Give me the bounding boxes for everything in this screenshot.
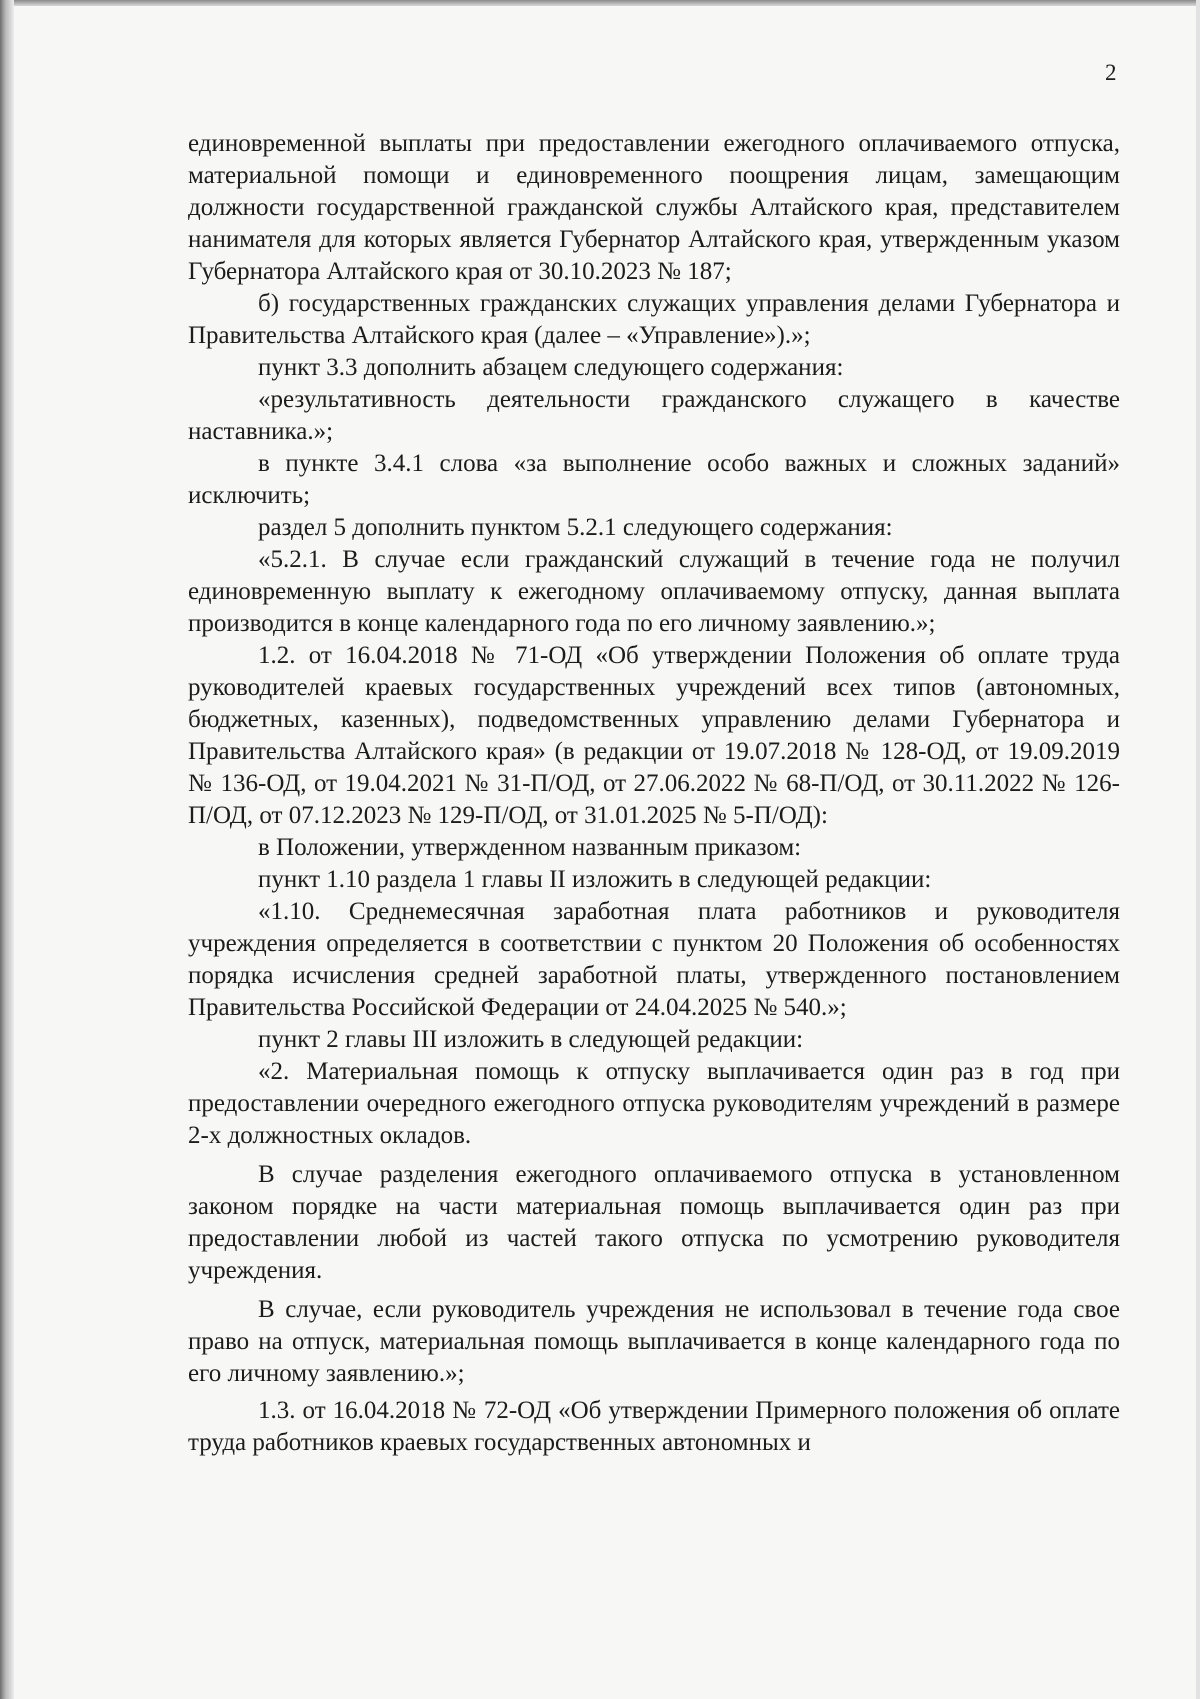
paragraph: «5.2.1. В случае если гражданский служащий в течение года не получил единовременную выплату к ежегодному оплачиваемому отпуску, данная выплата производится в конце календарного года по его личному заявлению.»; bbox=[188, 546, 1120, 637]
paragraph: б) государственных гражданских служащих управления делами Губернатора и Правительства Алтайского края (далее – «Управление»).»; bbox=[188, 290, 1120, 349]
paragraph: «2. Материальная помощь к отпуску выплачивается один раз в год при предоставлении очередного ежегодного отпуска руководителям учреждений в размере 2-х должностных окладов. bbox=[188, 1058, 1120, 1149]
paragraph: пункт 3.3 дополнить абзацем следующего содержания: bbox=[258, 354, 844, 381]
paragraph: в пункте 3.4.1 слова «за выполнение особо важных и сложных заданий» исключить; bbox=[188, 450, 1120, 509]
paragraph: единовременной выплаты при предоставлении ежегодного оплачиваемого отпуска, материальной помощи и единовременного поощрения лицам, замещающим должности государственной гражданской службы Алтайского края, представителем нанимателя для которых является Губернатор Алтайского края, утвержденным указом Губернатора Алтайского края от 30.10.2023 № 187; bbox=[188, 130, 1120, 285]
paragraph: раздел 5 дополнить пунктом 5.2.1 следующего содержания: bbox=[258, 514, 893, 541]
paragraph: 1.2. от 16.04.2018 № 71-ОД «Об утверждении Положения об оплате труда руководителей краевых государственных учреждений всех типов (автономных, бюджетных, казенных), подведомственных управлению делами Губернатора и Правительства Алтайского края» (в редакции от 19.07.2018 № 128-ОД, от 19.09.2019 № 136-ОД, от 19.04.2021 № 31-П/ОД, от 27.06.2022 № 68-П/ОД, от 30.11.2022 № 126-П/ОД, от 07.12.2023 № 129-П/ОД, от 31.01.2025 № 5-П/ОД): bbox=[188, 642, 1120, 829]
document-body bbox=[188, 128, 1120, 1459]
paragraph: 1.3. от 16.04.2018 № 72-ОД «Об утверждении Примерного положения об оплате труда работников краевых государственных автономных и bbox=[188, 1397, 1120, 1456]
paragraph: в Положении, утвержденном названным приказом: bbox=[258, 834, 802, 861]
scan-edge-top bbox=[0, 0, 1200, 6]
paragraph: пункт 1.10 раздела 1 главы II изложить в следующей редакции: bbox=[258, 866, 932, 893]
paragraph: В случае, если руководитель учреждения не использовал в течение года свое право на отпуск, материальная помощь выплачивается в конце календарного года по его личному заявлению.»; bbox=[188, 1296, 1120, 1387]
scan-edge-left bbox=[0, 0, 14, 1699]
paragraph: пункт 2 главы III изложить в следующей редакции: bbox=[258, 1026, 804, 1053]
page-number: 2 bbox=[1105, 60, 1117, 85]
paragraph: В случае разделения ежегодного оплачиваемого отпуска в установленном законом порядке на части материальная помощь выплачивается один раз при предоставлении любой из частей такого отпуска по усмотрению руководителя учреждения. bbox=[188, 1161, 1120, 1284]
paragraph: «результативность деятельности гражданского служащего в качестве наставника.»; bbox=[188, 386, 1120, 445]
paragraph: «1.10. Среднемесячная заработная плата работников и руководителя учреждения определяется в соответствии с пунктом 20 Положения об особенностях порядка исчисления средней заработной платы, утвержденного постановлением Правительства Российской Федерации от 24.04.2025 № 540.»; bbox=[188, 898, 1120, 1021]
scan-edge-right bbox=[1196, 0, 1200, 1699]
